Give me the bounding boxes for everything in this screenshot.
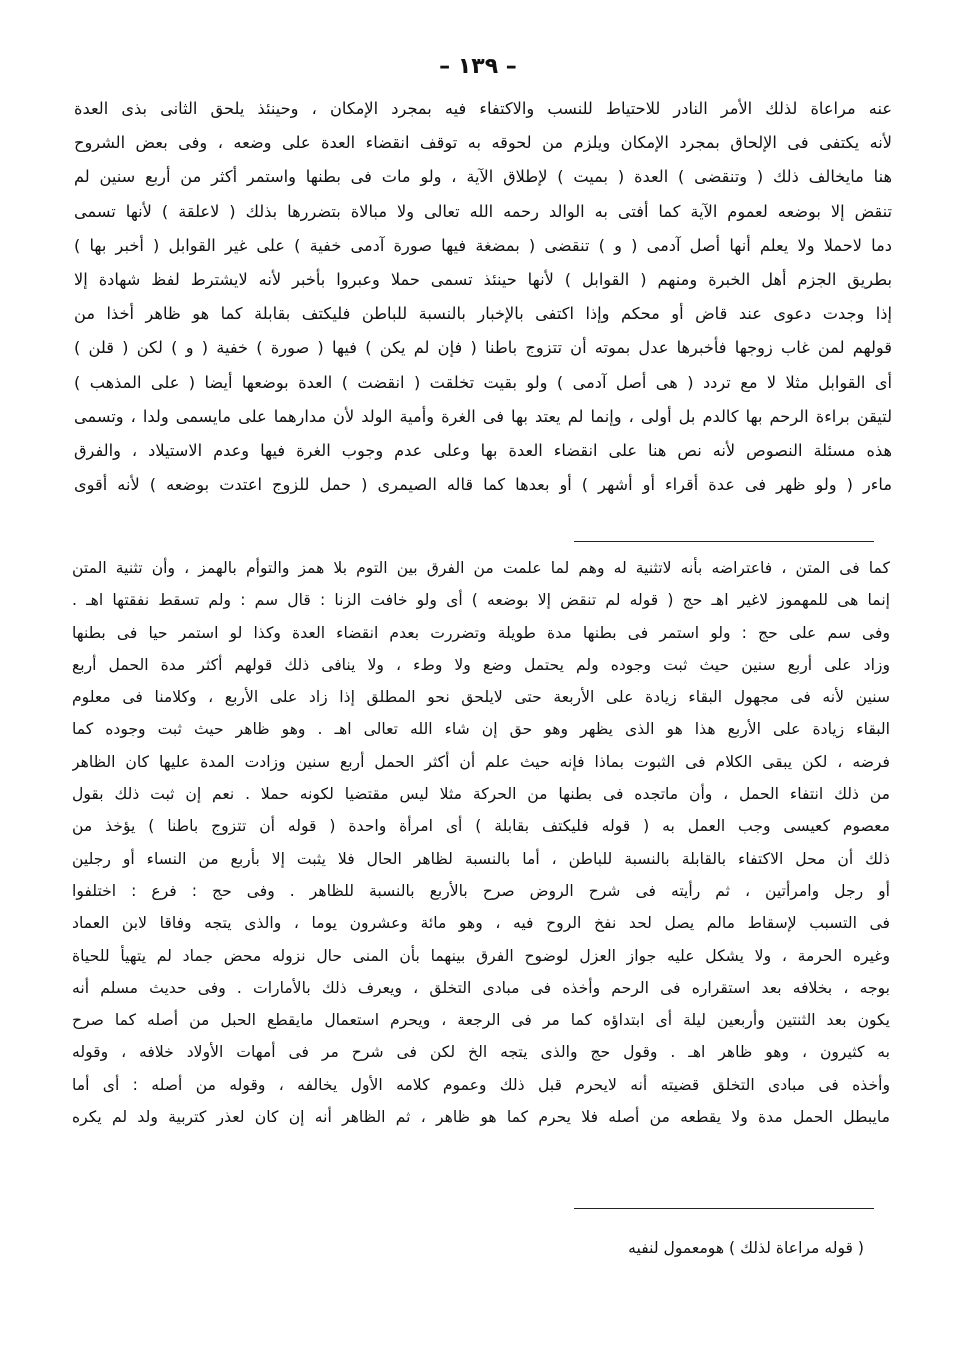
main-text-line: بطريق الجزم أهل الخبرة ومنهم ( القوابل ) لأنها حينئذ تسمى حملا وعبروا بأخبر لأنه لايشترط لفظ شهادة إلا [74,269,892,289]
footnote-line: يكون بعد الثنتين وأربعين ليلة أى ابتداؤه كما مر فى الرجعة ، ويحرم استعمال مايقطع الحبل من أصله كما صرح [72,1011,890,1030]
footnote-text-block [72,552,890,1133]
main-text-line: إذا وجدت دعوى عند قاض أو محكم وإذا اكتفى بالإخبار بالنسبة للباطن فليكتف بقابلة كما هو ظاهر أخذا من [74,304,892,324]
main-text-line: هذه مسئلة النصوص لأنه نص هنا على انقضاء العدة بها وعلى عدم وجوب الغرة فيها وعدم الاستيلاد ، والفرق [74,440,892,460]
footnote-line: ذلك أن محل الاكتفاء بالقابلة بالنسبة للباطن ، أما بالنسبة لظاهر الحال فلا يثبت إلا بأربع من النساء أو رجلين [72,849,890,868]
section-divider [574,541,874,542]
main-text-line: أى القوابل مثلا لا مع تردد ( هى أصل آدمى ) ولو بقيت تخلقت ( انقضت ) العدة بوضعها أيضا ( على المذهب ) [74,372,892,392]
footnote-line: وفى سم على حج : ولو استمر فى بطنها مدة طويلة وتضررت بعدم انقضاء العدة وكذا لو استمر حيا فى بطنها [72,623,890,642]
footnote-line: معصوم كعيسى وجب العمل به ( قوله فليكتف بقابلة ) أى امرأة واحدة ( قوله أن تتزوج باطنا ) يؤخذ من [72,817,890,836]
footnote-line: وزاد على أربع سنين حيث ثبت وجوده ولم يحتمل وضع ولا وطء ، ولا ينافى ذلك قولهم أكثر مدة الحمل أربع [72,655,890,674]
footnote-line: سنين لأنه فى مجهول البقاء زيادة على الأربعة حتى لايلحق نحو المطلق إذا زاد على الأربع ، وكلامنا فى معلوم [72,688,890,707]
main-text-line: عنه مراعاة لذلك الأمر النادر للاحتياط للنسب والاكتفاء فيه بمجرد الإمكان ، وحينئذ يلحق الثانى بذى العدة [74,99,892,118]
main-text-line: قولهم لمن غاب زوجها فأخبرها عدل بموته أن تتزوج باطنا ( فإن لم يكن ) فيها ( صورة ) خفية ( و ) لكن ( قلن ) [74,338,892,358]
footnote-line: بوجه ، بخلافه بعد استقراره فى الرحم وأخذه فى مبادى التخلق ، ويعرف ذلك بالأمارات . وفى حديث مسلم أنه [72,978,890,997]
main-text-block [74,92,892,502]
main-text-line: هنا مايخالف ذلك ( وتنقضى ) العدة ( بميت ) لإطلاق الآية ، ولو مات فى بطنها واستمر أكثر من أربع سنين لم [74,167,892,187]
footnote-line: كما فى المتن ، فاعتراضه بأنه لاتثنية له وهم لما علمت من الفرق بين التوم بلا همز والتوأم بالهمز ، وأن تثنية المتن [72,559,890,577]
main-text-line: ماءر ( ولو ظهر فى عدة أقراء أو أشهر ) أو بعدها كما قاله الصيمرى ( حمل للزوج اعتدت بوضعه ) لأنه أقوى [74,475,892,495]
main-text-line: دما لاحملا ولا يعلم أنها أصل آدمى ( و ) تنقضى ( بمضغة فيها صورة آدمى خفية ) على غير القوابل ( أخبر بها ) [74,235,892,255]
main-text-line: تنقض إلا بوضعه لعموم الآية كما أفتى به الوالد رحمه الله تعالى ولا مبالاة بتضررها بذلك ( لاعلقة ) لأنها تسمى [74,201,892,221]
footnote-line: فى التسبب لإسقاط مالم يصل لحد نفخ الروح فيه ، وهو مائة وعشرون يوما ، والذى يتجه وفاقا لابن العماد [72,914,890,933]
footnote-line: إنما هى للمهموز لاغير اهـ حج ( قوله لم تنقض إلا بوضعه ) أى ولو خافت الزنا : قال سم : ولم تسقط نفقتها اهـ . [72,591,890,610]
footnote-line: وأخذه فى مبادى التخلق قضيته أنه لايحرم قبل ذلك وعموم كلامه الأول يخالفه ، وقوله من أصله : أى أما [72,1075,890,1094]
main-text-line: لأنه يكتفى فى الإلحاق بمجرد الإمكان ويلزم من لحوقه به توقف انقضاء العدة على وضعه ، وفى بعض الشروح [74,133,892,153]
main-text-line: لتيقن براءة الرحم بها كالدم بل أولى ، وإنما لم يعتد بها فى الغرة وأمية الولد لأن مدارهما على مايسمى ولدا ، وتسمى [74,406,892,426]
footnote-divider [574,1208,874,1209]
footnote-line: فرضه ، لكن يبقى الكلام فى الثبوت بماذا فإنه حيث علم أن أكثر الحمل أربع سنين وزادت المدة عليها كان الظاهر [72,752,890,771]
footnote-line: مايبطل الحمل مدة ولا يقطعه من أصله فلا يحرم كما هو ظاهر ، ثم الظاهر أنه إن كان لعذر كتربية ولد لم يكره [72,1108,890,1127]
page-number: – ١٣٩ – [439,54,517,79]
footnote-line: البقاء زيادة على الأربع هذا هو الذى يظهر وهو حق إن شاء الله تعالى اهـ . وهو ظاهر حيث ثبت وجوده كما [72,720,890,739]
footnote-line: به كثيرون ، وهو ظاهر اهـ . وقول حج والذى يتجه الخ لكن فى شرح مر فى أمهات الأولاد خلافه ، وقوله [72,1043,890,1062]
footnote-line: من ذلك انتفاء الحمل ، وأن ماتجده فى بطنها من الحركة مثلا ليس مقتضيا لكونه حملا . نعم إن ثبت ذلك بقول [72,785,890,804]
footnote-line: أو رجل وامرأتين ، ثم رأيته فى شرح الروض صرح بالأربع بالنسبة للظاهر . وفى حج : فرع : اختلفوا [72,881,890,900]
footnote-line: وغيره الحرمة ، ولا يشكل عليه جواز العزل لوضوح الفرق بينهما بأن المنى حال نزوله محض جماد لم يتهيأ للحياة [72,946,890,965]
marginal-note: ( قوله مراعاة لذلك ) هومعمول لنفيه [628,1239,864,1257]
